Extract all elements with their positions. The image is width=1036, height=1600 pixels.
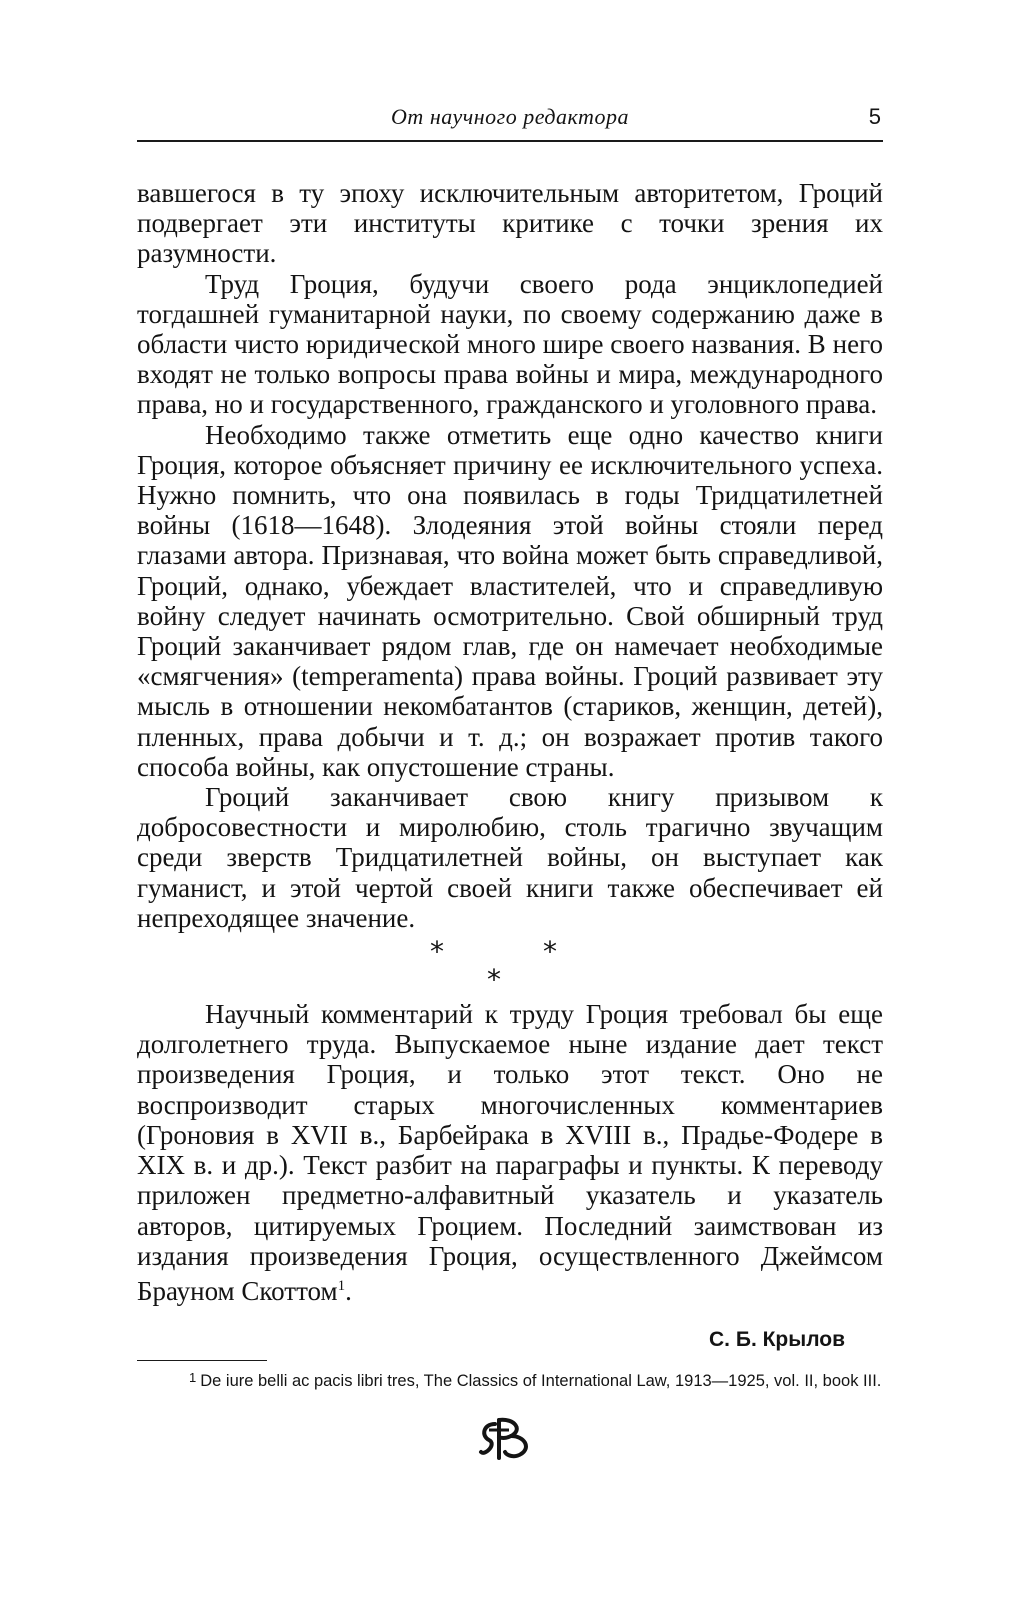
footnote-marker: 1 <box>189 1370 197 1386</box>
footnote-divider <box>137 1360 267 1361</box>
asterism-star: * <box>543 935 557 969</box>
page <box>137 100 883 1390</box>
paragraph: Необходимо также отметить еще одно качество книги Гроция, которое объясняет причину ее исключительного успеха. Нужно помнить, что она появилась в годы Тридцатилетней войны (1618—1648). Злодеяния этой войны стояли перед глазами автора. Признавая, что война может быть справедливой, Гроций, однако, убеждает властителей, что и справедливую войну следует начинать осмотрительно. Свой обширный труд Гроций заканчивает рядом глав, где он намечает необходимые «смягчения» (temperamenta) права войны. Гроций развивает эту мысль в отношении некомбатантов (стариков, женщин, детей), пленных, права добычи и т. д.; он возражает против такого способа войны, как опустошение страны. <box>137 419 883 782</box>
paragraph-final-punct: . <box>345 1275 352 1306</box>
footnote-line <box>137 1369 883 1390</box>
footnote-reference: 1 <box>337 1277 346 1294</box>
asterism-divider <box>137 933 883 999</box>
paragraph: Гроций заканчивает свою книгу призывом к добросовестности и миролюбию, столь трагично звучащим среди зверств Тридцатилетней войны, он выступает как гуманист, и этой чертой своей книги также обеспечивает ей непреходящее значение. <box>137 782 883 933</box>
monogram-stroke <box>481 1424 495 1453</box>
body-text <box>137 178 883 1306</box>
paragraph-final <box>137 999 883 1306</box>
footnote <box>137 1369 883 1390</box>
paragraph: Труд Гроция, будучи своего рода энциклопедией тогдашней гуманитарной науки, по своему содержанию даже в области чисто юридической много шире своего названия. В него входят не только вопросы права войны и мира, международного права, но и государственного, гражданского и уголовного права. <box>137 268 883 420</box>
running-header <box>137 100 883 142</box>
page-number: 5 <box>868 104 881 129</box>
asterism-star: * <box>487 963 501 997</box>
running-title: От научного редактора <box>391 104 629 129</box>
footnote-text: De iure belli ac pacis libri tres, The Classics of International Law, 1913—1925, vol. II, book III. <box>200 1372 882 1391</box>
paragraph-continuation: вавшегося в ту эпоху исключительным авторитетом, Гроций подвергает эти институты критике с точки зрения их разумности. <box>137 178 883 269</box>
asterism-star: * <box>430 935 444 969</box>
publisher-monogram-icon <box>475 1412 537 1464</box>
author-signature: С. Б. Крылов <box>709 1328 845 1352</box>
paragraph-final-text: Научный комментарий к труду Гроция требовал бы еще долголетнего труда. Выпускаемое ныне издание дает текст произведения Гроция, и только этот текст. Оно не воспроизводит старых многочисленных комментариев (Гроновия в XVII в., Барбейрака в XVIII в., Прадье-Фодере в XIX в. и др.). Текст разбит на параграфы и пункты. К переводу приложен предметно-алфавитный указатель и указатель авторов, цитируемых Гроцием. Последний заимствован из издания произведения Гроция, осуществленного Джеймсом Брауном Скоттом <box>137 999 883 1306</box>
